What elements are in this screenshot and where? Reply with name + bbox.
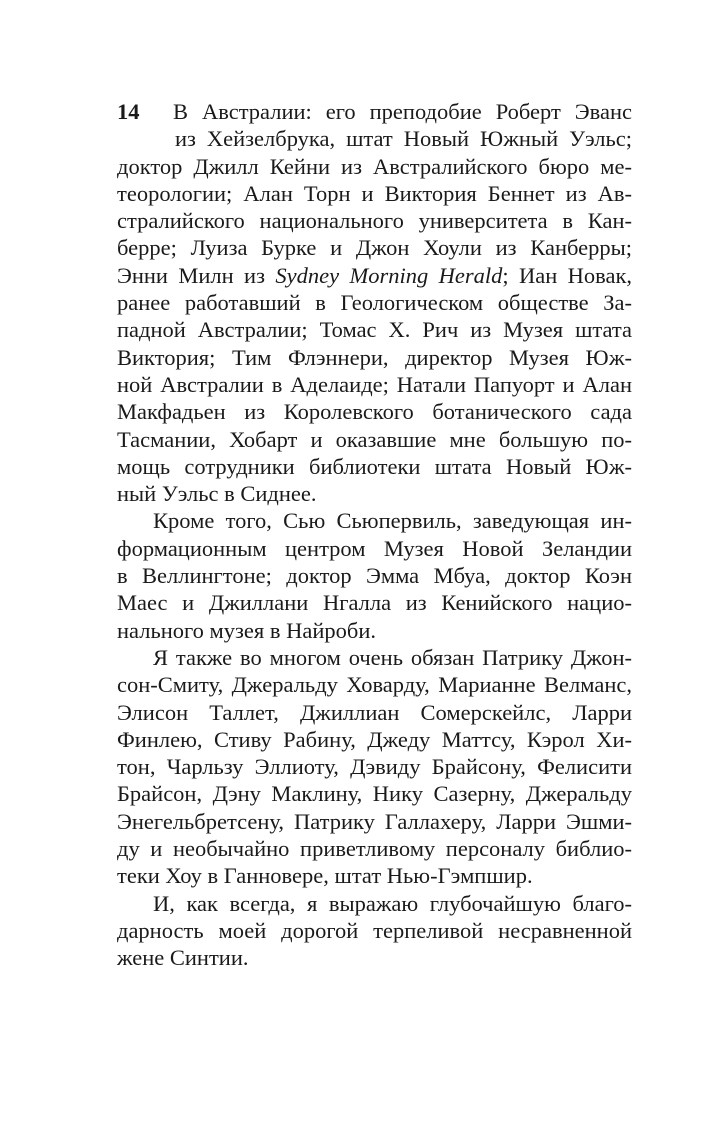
paragraph-3-line-6: Брайсон, Дэну Маклину, Нику Сазерну, Джеральду <box>117 781 632 807</box>
paragraph-4-line-2: дарность моей дорогой терпеливой несравненной <box>117 917 632 943</box>
paragraph-1-line-1 <box>117 98 632 125</box>
paragraph-1-line-5: стралийского национального университета в Кан- <box>117 208 632 234</box>
paragraph-1-line-2: из Хейзелбрука, штат Новый Южный Уэльс; <box>175 126 632 152</box>
paragraph-3-line-5: тон, Чарльзу Эллиоту, Дэвиду Брайсону, Фелисити <box>117 754 632 780</box>
paragraph-1-line-7-a: Энни Милн из <box>117 262 276 288</box>
paragraph-1-line-7-b: ; Иан Новак, <box>502 262 632 288</box>
paragraph-1-line-11: ной Австралии в Аделаиде; Натали Папуорт и Алан <box>117 371 632 397</box>
paragraph-2-line-5: нального музея в Найроби. <box>117 617 377 643</box>
paragraph-1-line-6: берре; Луиза Бурке и Джон Хоули из Канберры; <box>117 235 632 261</box>
paragraph-1-line-13: Тасмании, Хобарт и оказавшие мне большую по- <box>117 426 632 452</box>
paragraph-1-line-8: ранее работавший в Геологическом обществе За- <box>117 290 632 316</box>
paragraph-3-line-7: Энегельбретсену, Патрику Галлахеру, Ларри Эшми- <box>117 808 632 834</box>
paragraph-2-line-4: Маес и Джиллани Нгалла из Кенийского нацио- <box>117 590 632 616</box>
paragraph-1-line-3: доктор Джилл Кейни из Австралийского бюро ме- <box>117 153 632 179</box>
paragraph-2-line-3: в Веллингтоне; доктор Эмма Мбуа, доктор Коэн <box>117 563 632 589</box>
paragraph-3-line-1: Я также во многом очень обязан Патрику Джон- <box>153 644 632 670</box>
paragraph-3-line-4: Финлею, Стиву Рабину, Джеду Маттсу, Кэрол Хи- <box>117 726 632 752</box>
page-number: 14 <box>117 99 140 124</box>
paragraph-1-line-9: падной Австралии; Томас Х. Рич из Музея штата <box>117 317 632 343</box>
paragraph-3-line-3: Элисон Таллет, Джиллиан Сомерскейлс, Ларри <box>117 699 632 725</box>
paragraph-2-line-1: Кроме того, Сью Сьюпервиль, заведующая ин- <box>153 508 632 534</box>
acknowledgements-text <box>117 98 632 972</box>
paragraph-1-line-1-text: В Австралии: его преподобие Роберт Эванс <box>173 99 632 124</box>
paragraph-1-line-7 <box>117 262 632 289</box>
paragraph-4-line-1: И, как всегда, я выражаю глубочайшую благо- <box>153 890 632 916</box>
paragraph-1-line-4: теорологии; Алан Торн и Виктория Беннет из Ав- <box>117 180 632 206</box>
paragraph-2-line-2: формационным центром Музея Новой Зеландии <box>117 535 632 561</box>
paragraph-1-line-14: мощь сотрудники библиотеки штата Новый Юж- <box>117 453 632 479</box>
paragraph-3-line-2: сон-Смиту, Джеральду Ховарду, Марианне Велманс, <box>117 672 632 698</box>
paragraph-3-line-8: ду и необычайно приветливому персоналу библио- <box>117 836 632 862</box>
paragraph-1-line-10: Виктория; Тим Флэннери, директор Музея Юж- <box>117 344 632 370</box>
paragraph-4-line-3: жене Синтии. <box>117 945 249 971</box>
newspaper-title: Sydney Morning Herald <box>275 262 503 288</box>
paragraph-1-line-15: ный Уэльс в Сиднее. <box>117 481 317 507</box>
paragraph-1-line-12: Макфадьен из Королевского ботанического сада <box>117 399 632 425</box>
paragraph-3-line-9: теки Хоу в Ганновере, штат Нью-Гэмпшир. <box>117 863 533 889</box>
